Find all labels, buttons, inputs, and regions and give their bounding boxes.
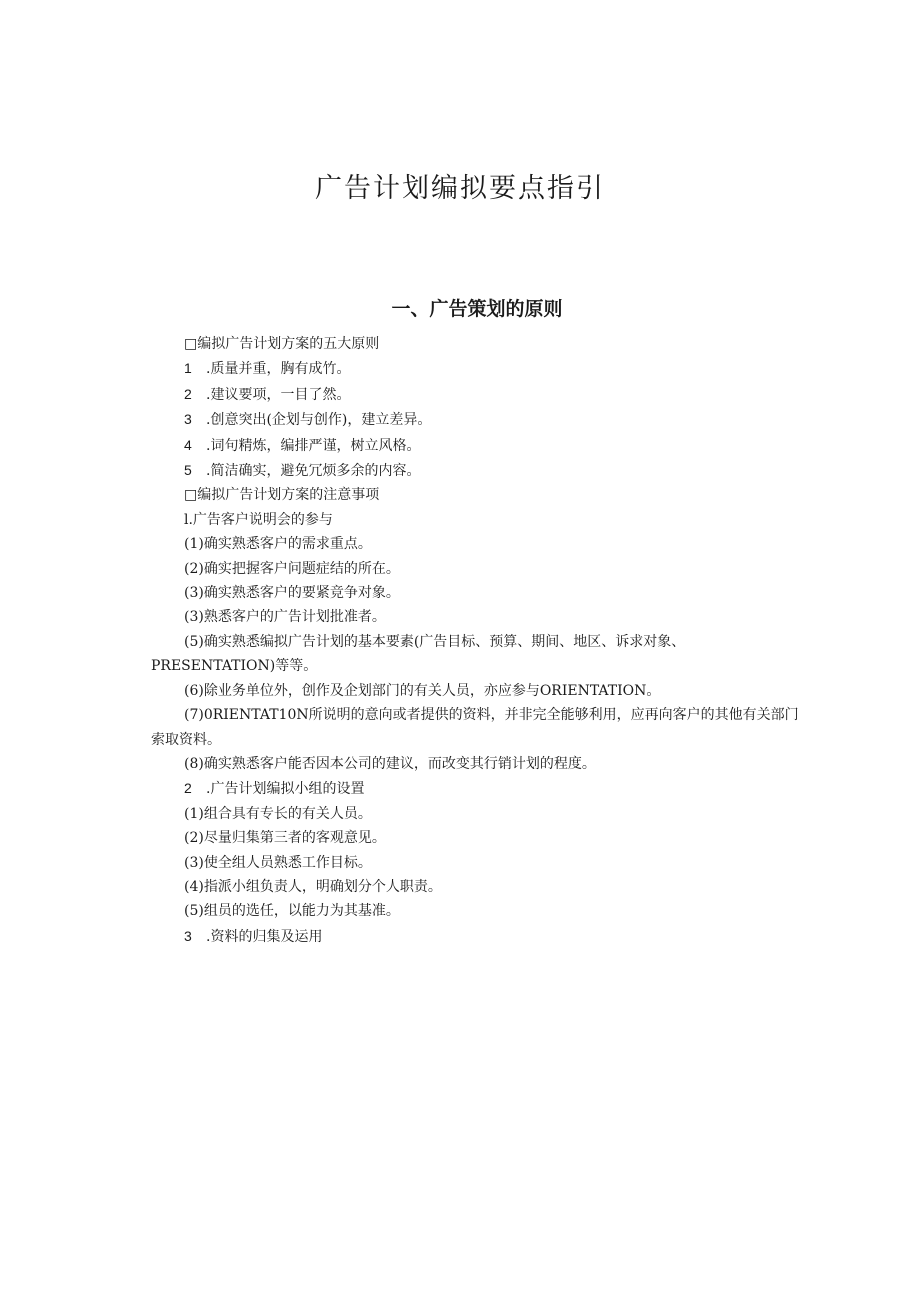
line-text: (3)熟悉客户的广告计划批准者。: [184, 609, 386, 626]
line-text: (6)除业务单位外，创作及企划部门的有关人员，亦应参与ORIENTATION。: [184, 682, 661, 699]
body-line: [151, 356, 806, 381]
document-body: [151, 332, 806, 949]
line-text: □编拟广告计划方案的注意事项: [184, 487, 380, 504]
body-line: [151, 802, 806, 826]
list-number: 1: [184, 360, 192, 377]
body-line: [151, 679, 806, 703]
list-number: 2: [184, 780, 192, 797]
body-line: [151, 508, 806, 532]
line-text: (1)确实熟悉客户的需求重点。: [184, 536, 372, 553]
line-text: (3)使全组人员熟悉工作目标。: [184, 854, 372, 871]
line-text: (3)确实熟悉客户的要紧竞争对象。: [184, 585, 400, 602]
line-text: (1)组合具有专长的有关人员。: [184, 805, 372, 822]
line-text: □编拟广告计划方案的五大原则: [184, 336, 380, 352]
line-text: .创意突出(企划与创作)，建立差异。: [206, 412, 432, 429]
body-line: [151, 924, 806, 949]
body-line: [151, 532, 806, 556]
body-line: [151, 899, 806, 923]
list-number: 3: [184, 927, 192, 944]
list-number: 5: [184, 462, 192, 479]
line-text: (5)组员的选任，以能力为其基准。: [184, 903, 400, 920]
body-line: [151, 382, 806, 407]
body-line: [151, 875, 806, 899]
body-line: [151, 433, 806, 458]
body-line: [151, 407, 806, 432]
line-text: (4)指派小组负责人，明确划分个人职责。: [184, 878, 442, 895]
list-number: 4: [184, 436, 192, 453]
line-text: .资料的归集及运用: [206, 928, 323, 945]
body-line: [151, 851, 806, 875]
body-line: [151, 703, 806, 752]
section-heading: 一、广告策划的原则: [391, 298, 563, 320]
body-line: [151, 776, 806, 801]
line-text: (2)确实把握客户问题症结的所在。: [184, 560, 400, 577]
list-number: 2: [184, 385, 192, 402]
line-text: (5)确实熟悉编拟广告计划的基本要素(广告目标、预算、期间、地区、诉求对象、PRESENTATION)等等。: [151, 633, 686, 675]
line-text: .建议要项，一目了然。: [206, 386, 351, 403]
body-line: [151, 332, 806, 356]
line-text: .简洁确实，避免冗烦多余的内容。: [206, 463, 421, 480]
body-line: [151, 752, 806, 776]
body-line: [151, 483, 806, 507]
line-text: .广告计划编拟小组的设置: [206, 781, 365, 798]
body-line: [151, 581, 806, 605]
body-line: [151, 557, 806, 581]
line-text: .质量并重，胸有成竹。: [206, 361, 351, 378]
line-text: (7)0RIENTAT10N所说明的意向或者提供的资料，并非完全能够利用，应再向客户的其他有关部门索取资料。: [151, 707, 799, 748]
body-line: [151, 630, 806, 679]
body-line: [151, 605, 806, 629]
body-line: [151, 458, 806, 483]
list-number: 3: [184, 411, 192, 428]
body-line: [151, 826, 806, 850]
line-text: l.广告客户说明会的参与: [184, 511, 333, 528]
line-text: (2)尽量归集第三者的客观意见。: [184, 830, 386, 847]
document-title: 广告计划编拟要点指引: [315, 173, 605, 204]
line-text: (8)确实熟悉客户能否因本公司的建议，而改变其行销计划的程度。: [184, 755, 596, 772]
line-text: .词句精炼，编排严谨，树立风格。: [206, 437, 421, 454]
